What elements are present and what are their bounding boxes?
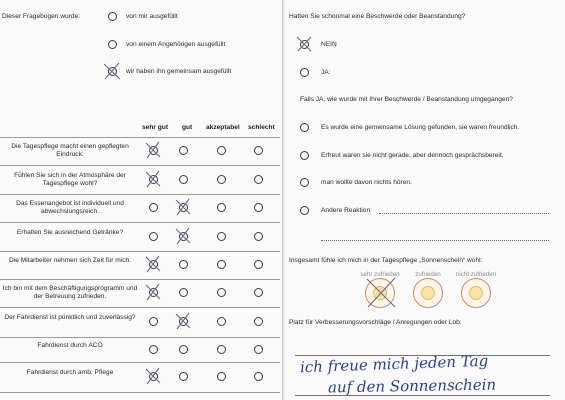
rating-row-label: Ich bin mit dem Beschäftigungsprogramm und der Betreuung zufrieden. [2,285,138,300]
rating-cross-mark [143,366,163,386]
smiley-very-satisfied-cross-mark [363,275,399,311]
fill-intro-label: Dieser Fragebogen wurde: [2,13,81,20]
handling-other-input-line-2[interactable] [321,240,549,241]
complaint-yes-label: JA: [321,69,331,76]
fill-option-self-radio[interactable] [108,12,117,21]
rating-radio-acceptable[interactable] [217,175,226,184]
handling-ignored-label: man wollte davon nichts hören. [321,179,412,186]
handwritten-comment-line-1: ich freue mich jeden Tag [299,351,489,377]
column-header-very-good: sehr gut [142,124,169,131]
smiley-satisfied-button[interactable] [413,278,443,308]
rating-row-divider [0,165,280,166]
fill-option-self-label: von mir ausgefüllt [126,13,178,20]
rating-cross-mark [173,197,193,217]
rating-cross-mark [143,140,163,160]
rating-row-label: Fühlen Sie sich in der Atmosphäre der Tagespflege wohl? [14,171,126,187]
rating-row-divider [0,392,280,393]
rating-radio-acceptable[interactable] [217,260,226,269]
rating-radio-bad[interactable] [254,175,263,184]
rating-row-label: Die Mitarbeiter nehmen sich Zeit für mich. [8,257,132,264]
rating-cross-mark [173,226,193,246]
rating-radio-bad[interactable] [254,372,263,381]
rating-row-label: Erhalten Sie ausreichend Getränke? [16,228,124,236]
suggestions-label: Platz für Verbesserungsvorschläge / Anregungen oder Lob: [289,319,462,326]
rating-radio-good[interactable] [179,372,188,381]
rating-radio-acceptable[interactable] [217,372,226,381]
rating-row-divider [0,337,280,338]
smiley-label-satisfied: zufrieden [415,271,441,278]
rating-radio-acceptable[interactable] [217,146,226,155]
rating-cross-mark [143,169,163,189]
handling-ignored-radio[interactable] [300,178,309,187]
rating-cross-mark [173,311,193,331]
column-header-acceptable: akzeptabel [206,124,240,131]
complaint-no-cross-mark [294,34,314,54]
rating-row-label: Fahrdienst durch ACO [37,341,103,349]
rating-radio-bad[interactable] [254,232,263,241]
rating-row-divider [0,362,280,363]
smiley-not-satisfied-button[interactable] [461,278,491,308]
rating-radio-very-good[interactable] [149,345,158,354]
smiley-label-not-satisfied: nicht zufrieden [455,271,497,278]
rating-radio-very-good[interactable] [149,232,158,241]
rating-row-label: Die Tagespflege macht einen gepflegten Eindruck. [11,143,129,158]
rating-radio-good[interactable] [179,260,188,269]
handwritten-comment-line-2: auf den Sonnenschein [327,375,497,397]
rating-cross-mark [143,282,163,302]
page-fold-shadow [283,0,286,400]
fill-option-relative-radio[interactable] [108,40,117,49]
rating-row-label: Der Fahrdienst ist pünktlich und zuverlässig? [4,314,136,321]
column-header-good: gut [182,124,193,131]
rating-radio-bad[interactable] [254,288,263,297]
rating-radio-acceptable[interactable] [217,345,226,354]
rating-row-divider [0,307,280,308]
rating-row-divider [0,279,280,280]
rating-radio-bad[interactable] [254,345,263,354]
rating-radio-acceptable[interactable] [217,317,226,326]
rating-row-label: Fahrdienst durch amb. Pflege [26,369,114,376]
rating-radio-acceptable[interactable] [217,288,226,297]
rating-radio-good[interactable] [179,345,188,354]
rating-radio-very-good[interactable] [149,317,158,326]
rating-cross-mark [143,254,163,274]
rating-row-divider [0,222,280,223]
rating-row-divider [0,137,280,138]
handling-talkative-label: Erfreut waren sie nicht gerade, aber dennoch gesprächsbereit. [321,152,504,159]
handling-other-input-line[interactable] [379,213,549,214]
fill-option-together-label: wir haben ihn gemeinsam ausgefüllt [126,68,232,75]
rating-radio-good[interactable] [179,288,188,297]
rating-row-divider [0,251,280,252]
column-header-bad: schlecht [248,124,275,131]
rating-radio-good[interactable] [179,146,188,155]
rating-radio-bad[interactable] [254,146,263,155]
rating-radio-bad[interactable] [254,260,263,269]
fill-option-relative-label: von einem Angehörigen ausgefüllt [126,41,226,48]
rating-radio-bad[interactable] [254,203,263,212]
rating-radio-good[interactable] [179,175,188,184]
handling-other-radio[interactable] [300,206,309,215]
rating-radio-acceptable[interactable] [217,203,226,212]
rating-radio-very-good[interactable] [149,203,158,212]
handling-solution-radio[interactable] [300,123,309,132]
complaint-question: Hatten Sie schonmal eine Beschwerde oder Beanstandung? [289,13,466,20]
complaint-no-label: NEIN [321,41,337,48]
rating-radio-acceptable[interactable] [217,232,226,241]
handling-question: Falls JA, wie wurde mit Ihrer Beschwerde / Beanstandung umgegangen? [300,96,513,103]
handling-talkative-radio[interactable] [300,151,309,160]
rating-row-divider [0,194,280,195]
handling-other-label: Andere Reaktion: [321,207,372,214]
complaint-yes-radio[interactable] [300,68,309,77]
rating-row-label: Das Essenangebot ist individuell und abwechslungsreich. [16,200,124,215]
handling-solution-label: Es wurde eine gemeinsame Lösung gefunden, sie waren freundlich. [321,124,520,131]
rating-radio-bad[interactable] [254,317,263,326]
overall-question: Insgesamt fühle ich mich in der Tagespflege „Sonnenschein“ wohl: [289,257,483,264]
smiley-label-very-satisfied: sehr zufrieden [360,271,400,278]
fill-option-together-cross-mark [102,61,122,81]
